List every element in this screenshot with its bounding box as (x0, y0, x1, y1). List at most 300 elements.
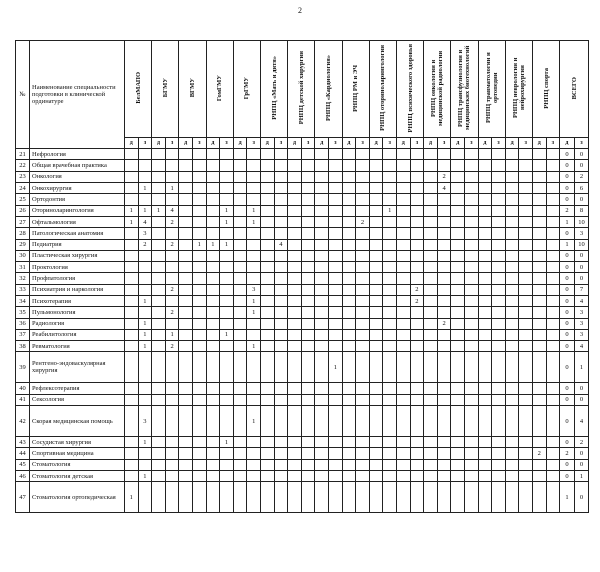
count-cell: 1 (125, 482, 139, 513)
count-cell (261, 183, 275, 194)
count-cell (233, 262, 247, 273)
count-cell (532, 205, 546, 216)
count-cell (274, 383, 288, 394)
count-cell (329, 307, 343, 318)
count-cell (505, 273, 519, 284)
count-cell (165, 448, 179, 459)
table-row (16, 459, 589, 470)
count-cell (505, 459, 519, 470)
count-cell (532, 194, 546, 205)
count-cell: 1 (247, 406, 261, 437)
count-cell (492, 307, 506, 318)
count-cell (315, 250, 329, 261)
count-cell (383, 482, 397, 513)
table-row (16, 383, 589, 394)
total-cell: 0 (560, 318, 575, 329)
count-cell (261, 194, 275, 205)
count-cell (342, 250, 356, 261)
z-subheader: з (519, 138, 533, 149)
specialty-name: Ортодонтия (30, 194, 125, 205)
count-cell (274, 160, 288, 171)
count-cell (301, 183, 315, 194)
count-cell (532, 383, 546, 394)
count-cell (451, 183, 465, 194)
count-cell (492, 406, 506, 437)
count-cell (329, 448, 343, 459)
count-cell (546, 228, 560, 239)
count-cell (519, 194, 533, 205)
count-cell (424, 341, 438, 352)
count-cell (301, 394, 315, 405)
count-cell (288, 406, 302, 437)
count-cell (532, 318, 546, 329)
count-cell (301, 448, 315, 459)
total-cell: 3 (574, 228, 589, 239)
count-cell (546, 437, 560, 448)
total-cell: 0 (560, 194, 575, 205)
count-cell (274, 171, 288, 182)
count-cell (125, 149, 139, 160)
count-cell (424, 262, 438, 273)
count-cell (437, 205, 451, 216)
specialty-name: Проктология (30, 262, 125, 273)
count-cell (437, 160, 451, 171)
row-number: 27 (16, 216, 30, 227)
count-cell (179, 318, 193, 329)
total-cell: 0 (574, 273, 589, 284)
count-cell (261, 394, 275, 405)
count-cell (206, 459, 220, 470)
count-cell (369, 341, 383, 352)
count-cell (193, 205, 207, 216)
row-number: 47 (16, 482, 30, 513)
count-cell (519, 205, 533, 216)
count-cell (233, 482, 247, 513)
d-subheader: д (179, 138, 193, 149)
count-cell (505, 262, 519, 273)
count-cell (125, 329, 139, 340)
count-cell (465, 383, 479, 394)
count-cell (532, 329, 546, 340)
row-number: 40 (16, 383, 30, 394)
total-cell: 0 (560, 284, 575, 295)
count-cell (165, 262, 179, 273)
count-cell (179, 171, 193, 182)
d-subheader: д (315, 138, 329, 149)
count-cell (165, 160, 179, 171)
count-cell (206, 318, 220, 329)
count-cell (301, 160, 315, 171)
count-cell (451, 406, 465, 437)
count-cell (261, 448, 275, 459)
table-row (16, 318, 589, 329)
count-cell (220, 273, 234, 284)
count-cell (546, 329, 560, 340)
count-cell (315, 284, 329, 295)
count-cell (179, 470, 193, 481)
count-cell: 3 (247, 284, 261, 295)
count-cell (383, 318, 397, 329)
count-cell (519, 437, 533, 448)
count-cell (206, 250, 220, 261)
count-cell (410, 383, 424, 394)
count-cell (220, 352, 234, 383)
count-cell (451, 307, 465, 318)
column-header (560, 41, 589, 138)
count-cell: 2 (165, 216, 179, 227)
count-cell: 1 (138, 296, 152, 307)
count-cell (383, 228, 397, 239)
count-cell (342, 183, 356, 194)
table-row (16, 284, 589, 295)
count-cell: 3 (138, 228, 152, 239)
count-cell (138, 307, 152, 318)
column-header (505, 41, 532, 138)
count-cell (356, 160, 370, 171)
table-row (16, 239, 589, 250)
count-cell: 2 (356, 216, 370, 227)
count-cell (206, 448, 220, 459)
count-cell (437, 470, 451, 481)
count-cell (288, 160, 302, 171)
count-cell (451, 194, 465, 205)
total-cell: 0 (560, 307, 575, 318)
count-cell (451, 205, 465, 216)
count-cell (519, 341, 533, 352)
count-cell (492, 482, 506, 513)
count-cell (342, 352, 356, 383)
count-cell (519, 482, 533, 513)
count-cell: 1 (329, 352, 343, 383)
count-cell (288, 262, 302, 273)
count-cell (315, 273, 329, 284)
count-cell (342, 329, 356, 340)
total-cell: 2 (560, 448, 575, 459)
count-cell (465, 183, 479, 194)
count-cell (532, 216, 546, 227)
count-cell (165, 406, 179, 437)
count-cell (478, 406, 492, 437)
specialty-name: Общая врачебная практика (30, 160, 125, 171)
count-cell: 2 (410, 296, 424, 307)
count-cell (315, 149, 329, 160)
count-cell (465, 394, 479, 405)
count-cell (206, 329, 220, 340)
count-cell (274, 183, 288, 194)
specialty-name: Оториноларингология (30, 205, 125, 216)
count-cell (397, 459, 411, 470)
count-cell (356, 262, 370, 273)
table-row (16, 216, 589, 227)
d-subheader: д (152, 138, 166, 149)
count-cell (397, 216, 411, 227)
count-cell (356, 307, 370, 318)
count-cell (519, 406, 533, 437)
count-cell (532, 437, 546, 448)
count-cell (505, 383, 519, 394)
count-cell (261, 383, 275, 394)
count-cell (519, 318, 533, 329)
total-cell: 0 (560, 383, 575, 394)
count-cell (410, 329, 424, 340)
count-cell (532, 341, 546, 352)
count-cell (233, 228, 247, 239)
count-cell (465, 406, 479, 437)
count-cell (233, 341, 247, 352)
count-cell: 1 (152, 205, 166, 216)
table-row (16, 171, 589, 182)
count-cell: 1 (247, 205, 261, 216)
total-cell: 0 (574, 262, 589, 273)
count-cell (220, 406, 234, 437)
count-cell (233, 352, 247, 383)
total-cell: 7 (574, 284, 589, 295)
count-cell (492, 228, 506, 239)
count-cell (233, 470, 247, 481)
z-subheader: з (220, 138, 234, 149)
count-cell (369, 228, 383, 239)
count-cell (424, 448, 438, 459)
count-cell (478, 216, 492, 227)
count-cell (424, 183, 438, 194)
count-cell (315, 318, 329, 329)
count-cell (165, 194, 179, 205)
count-cell (424, 406, 438, 437)
d-subheader: д (369, 138, 383, 149)
count-cell (165, 482, 179, 513)
specialty-name: Реабилитология (30, 329, 125, 340)
count-cell (397, 171, 411, 182)
table-row (16, 341, 589, 352)
count-cell (193, 171, 207, 182)
count-cell (519, 459, 533, 470)
count-cell (356, 205, 370, 216)
count-cell (342, 383, 356, 394)
count-cell: 1 (220, 329, 234, 340)
column-header-label: ГомГМУ (216, 74, 224, 102)
total-cell: 3 (574, 318, 589, 329)
count-cell (329, 273, 343, 284)
total-cell: 2 (574, 171, 589, 182)
count-cell (165, 459, 179, 470)
count-cell (247, 482, 261, 513)
count-cell (546, 194, 560, 205)
count-cell (492, 352, 506, 383)
count-cell (315, 448, 329, 459)
count-cell (478, 183, 492, 194)
count-cell (424, 205, 438, 216)
count-cell (152, 459, 166, 470)
count-cell: 2 (165, 239, 179, 250)
count-cell (383, 329, 397, 340)
count-cell (329, 383, 343, 394)
count-cell (465, 160, 479, 171)
count-cell (233, 459, 247, 470)
count-cell (532, 482, 546, 513)
count-cell (546, 307, 560, 318)
header-row (16, 41, 589, 138)
count-cell (383, 307, 397, 318)
count-cell (356, 273, 370, 284)
count-cell (410, 239, 424, 250)
count-cell (315, 296, 329, 307)
count-cell (424, 329, 438, 340)
count-cell (546, 318, 560, 329)
table-row (16, 448, 589, 459)
specialty-name: Стоматология ортопедическая (30, 482, 125, 513)
count-cell (179, 307, 193, 318)
count-cell (329, 171, 343, 182)
count-cell (220, 459, 234, 470)
count-cell (206, 482, 220, 513)
count-cell (261, 250, 275, 261)
count-cell (369, 183, 383, 194)
count-cell: 1 (220, 216, 234, 227)
table-row (16, 470, 589, 481)
count-cell (206, 262, 220, 273)
count-cell (315, 437, 329, 448)
count-cell (288, 394, 302, 405)
count-cell (261, 160, 275, 171)
count-cell (492, 383, 506, 394)
specialty-name: Скорая медицинская помощь (30, 406, 125, 437)
count-cell (274, 194, 288, 205)
specialty-name: Сосудистая хирургия (30, 437, 125, 448)
count-cell (424, 470, 438, 481)
count-cell (505, 239, 519, 250)
count-cell (274, 394, 288, 405)
count-cell (437, 216, 451, 227)
count-cell (193, 394, 207, 405)
count-cell: 1 (220, 239, 234, 250)
count-cell (465, 307, 479, 318)
specialty-name: Спортивная медицина (30, 448, 125, 459)
count-cell (233, 205, 247, 216)
count-cell (274, 205, 288, 216)
table-body (16, 149, 589, 513)
total-cell: 0 (574, 149, 589, 160)
column-header (125, 41, 152, 138)
count-cell (437, 262, 451, 273)
count-cell (546, 470, 560, 481)
count-cell (165, 228, 179, 239)
count-cell (397, 394, 411, 405)
count-cell (437, 448, 451, 459)
count-cell (261, 470, 275, 481)
total-cell: 0 (560, 296, 575, 307)
count-cell (546, 273, 560, 284)
count-cell (424, 239, 438, 250)
count-cell (329, 437, 343, 448)
count-cell (165, 437, 179, 448)
count-cell (165, 318, 179, 329)
count-cell (261, 318, 275, 329)
count-cell (247, 228, 261, 239)
count-cell (220, 383, 234, 394)
count-cell (152, 262, 166, 273)
count-cell (356, 329, 370, 340)
count-cell (288, 239, 302, 250)
count-cell (274, 296, 288, 307)
specialty-name: Нефрология (30, 149, 125, 160)
count-cell (356, 284, 370, 295)
count-cell (397, 437, 411, 448)
count-cell (383, 341, 397, 352)
count-cell (274, 352, 288, 383)
count-cell (397, 448, 411, 459)
count-cell (451, 352, 465, 383)
count-cell (261, 352, 275, 383)
count-cell (206, 205, 220, 216)
count-cell (410, 262, 424, 273)
count-cell (505, 216, 519, 227)
count-cell: 2 (410, 284, 424, 295)
count-cell (478, 149, 492, 160)
count-cell (261, 437, 275, 448)
count-cell (179, 228, 193, 239)
count-cell (206, 228, 220, 239)
count-cell (301, 329, 315, 340)
count-cell (206, 352, 220, 383)
count-cell (546, 149, 560, 160)
count-cell (465, 171, 479, 182)
count-cell (329, 216, 343, 227)
total-cell: 0 (574, 160, 589, 171)
count-cell (505, 482, 519, 513)
count-cell (505, 171, 519, 182)
count-cell (451, 394, 465, 405)
count-cell (383, 160, 397, 171)
count-cell (478, 329, 492, 340)
count-cell (179, 216, 193, 227)
count-cell (478, 482, 492, 513)
count-cell (125, 459, 139, 470)
count-cell (152, 171, 166, 182)
count-cell (152, 470, 166, 481)
count-cell (519, 352, 533, 383)
count-cell (288, 250, 302, 261)
column-header-label: РНПЦ спорта (542, 67, 550, 109)
count-cell (410, 352, 424, 383)
count-cell (410, 307, 424, 318)
count-cell (492, 329, 506, 340)
count-cell (329, 406, 343, 437)
count-cell (478, 307, 492, 318)
count-cell (424, 437, 438, 448)
count-cell (138, 284, 152, 295)
count-cell (356, 383, 370, 394)
count-cell (233, 273, 247, 284)
count-cell (261, 482, 275, 513)
count-cell (274, 250, 288, 261)
count-cell (478, 394, 492, 405)
count-cell (437, 273, 451, 284)
count-cell (247, 318, 261, 329)
count-cell (532, 273, 546, 284)
row-number: 28 (16, 228, 30, 239)
count-cell (478, 262, 492, 273)
total-cell: 0 (574, 482, 589, 513)
count-cell (342, 307, 356, 318)
count-cell (288, 171, 302, 182)
count-cell (193, 296, 207, 307)
count-cell (315, 482, 329, 513)
count-cell (492, 239, 506, 250)
count-cell (233, 394, 247, 405)
count-cell (233, 149, 247, 160)
count-cell (247, 183, 261, 194)
count-cell (478, 171, 492, 182)
